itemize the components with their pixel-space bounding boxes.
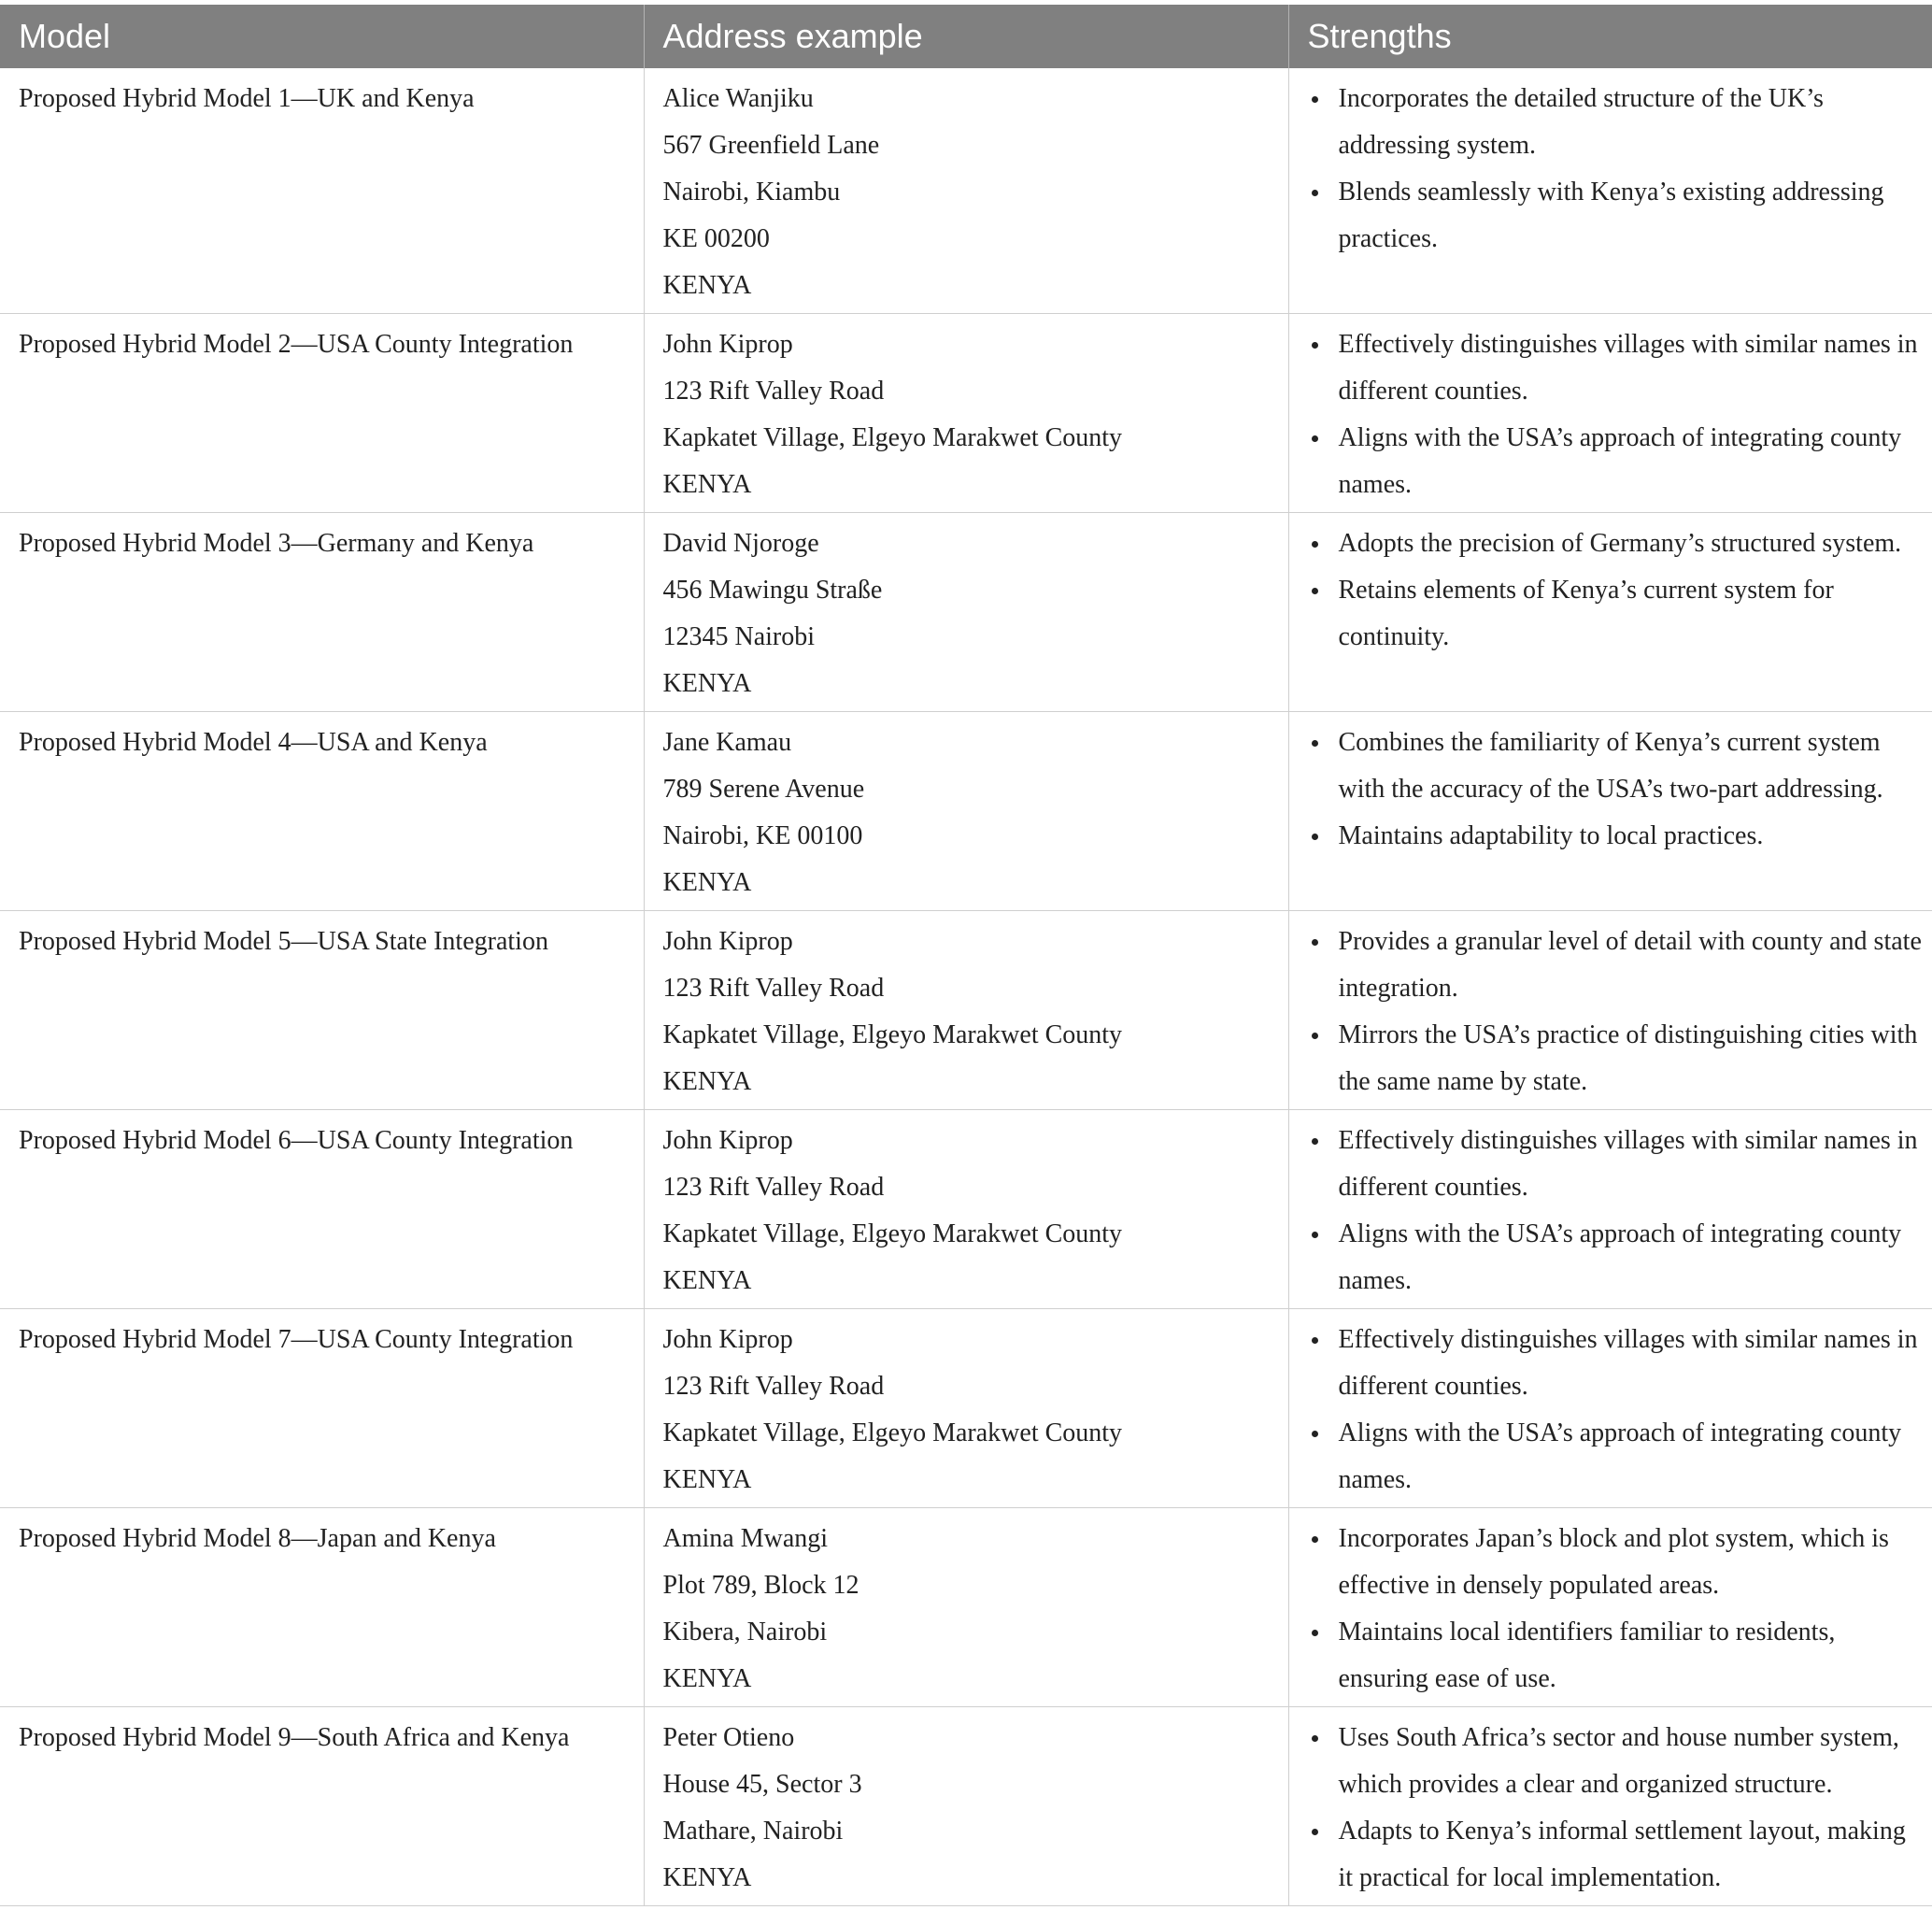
strengths-list <box>1308 1118 1924 1304</box>
strengths-cell <box>1288 712 1932 911</box>
address-cell <box>644 314 1288 513</box>
address-line: Alice Wanjiku <box>662 84 814 113</box>
header-strengths: Strengths <box>1288 5 1932 68</box>
address-line: KENYA <box>662 1863 752 1892</box>
address-line: Amina Mwangi <box>662 1524 829 1553</box>
address-line: KENYA <box>662 1465 752 1494</box>
strength-item: Uses South Africa’s sector and house number system, which provides a clear and organized structure. <box>1308 1715 1924 1808</box>
address-line: 123 Rift Valley Road <box>662 1173 885 1202</box>
address-line: KENYA <box>662 470 752 499</box>
comparison-table-container <box>0 5 1932 1906</box>
strength-item: Adopts the precision of Germany’s structured system. <box>1308 520 1924 567</box>
strength-item: Incorporates the detailed structure of the UK’s addressing system. <box>1308 76 1924 169</box>
address-line: 123 Rift Valley Road <box>662 377 885 406</box>
address-cell <box>644 513 1288 712</box>
address-line: KE 00200 <box>662 224 770 253</box>
address-line: 567 Greenfield Lane <box>662 131 880 160</box>
strength-item: Effectively distinguishes villages with similar names in different counties. <box>1308 1118 1924 1211</box>
address-line: Kapkatet Village, Elgeyo Marakwet County <box>662 1418 1123 1447</box>
strength-item: Aligns with the USA’s approach of integrating county names. <box>1308 415 1924 508</box>
address-line: Kapkatet Village, Elgeyo Marakwet County <box>662 1219 1123 1248</box>
strengths-cell <box>1288 314 1932 513</box>
address-line: KENYA <box>662 669 752 698</box>
strengths-cell <box>1288 911 1932 1110</box>
address-line: 12345 Nairobi <box>662 622 816 651</box>
model-cell: Proposed Hybrid Model 1—UK and Kenya <box>0 68 644 314</box>
address-cell <box>644 1309 1288 1508</box>
strength-item: Effectively distinguishes villages with similar names in different counties. <box>1308 1317 1924 1410</box>
strength-item: Aligns with the USA’s approach of integrating county names. <box>1308 1410 1924 1504</box>
strength-item: Maintains local identifiers familiar to residents, ensuring ease of use. <box>1308 1609 1924 1703</box>
strength-item: Maintains adaptability to local practices. <box>1308 813 1924 860</box>
address-line: David Njoroge <box>662 529 819 558</box>
strength-item: Provides a granular level of detail with county and state integration. <box>1308 919 1924 1012</box>
table-header <box>0 5 1932 68</box>
header-model: Model <box>0 5 644 68</box>
strengths-list <box>1308 1516 1924 1703</box>
strengths-list <box>1308 1317 1924 1504</box>
address-line: Nairobi, KE 00100 <box>662 821 863 850</box>
address-line: Kapkatet Village, Elgeyo Marakwet County <box>662 423 1123 452</box>
address-line: KENYA <box>662 271 752 300</box>
model-cell: Proposed Hybrid Model 4—USA and Kenya <box>0 712 644 911</box>
header-address-example: Address example <box>644 5 1288 68</box>
address-line: John Kiprop <box>662 927 793 956</box>
address-line: KENYA <box>662 1266 752 1295</box>
address-cell <box>644 68 1288 314</box>
address-line: John Kiprop <box>662 1325 793 1354</box>
address-cell <box>644 1707 1288 1906</box>
model-cell: Proposed Hybrid Model 6—USA County Integration <box>0 1110 644 1309</box>
header-row <box>0 5 1932 68</box>
table-row <box>0 1309 1932 1508</box>
address-cell <box>644 1508 1288 1707</box>
strengths-list <box>1308 520 1924 661</box>
table-row <box>0 314 1932 513</box>
model-cell: Proposed Hybrid Model 7—USA County Integration <box>0 1309 644 1508</box>
model-cell: Proposed Hybrid Model 5—USA State Integration <box>0 911 644 1110</box>
model-cell: Proposed Hybrid Model 3—Germany and Kenya <box>0 513 644 712</box>
table-row <box>0 68 1932 314</box>
model-cell: Proposed Hybrid Model 8—Japan and Kenya <box>0 1508 644 1707</box>
address-line: Kapkatet Village, Elgeyo Marakwet County <box>662 1020 1123 1049</box>
table-row <box>0 513 1932 712</box>
table-row <box>0 1707 1932 1906</box>
strength-item: Combines the familiarity of Kenya’s current system with the accuracy of the USA’s two-part addressing. <box>1308 720 1924 813</box>
strengths-list <box>1308 720 1924 860</box>
strengths-cell <box>1288 68 1932 314</box>
table-row <box>0 1110 1932 1309</box>
table-row <box>0 1508 1932 1707</box>
strength-item: Retains elements of Kenya’s current system for continuity. <box>1308 567 1924 661</box>
strength-item: Aligns with the USA’s approach of integrating county names. <box>1308 1211 1924 1304</box>
table-row <box>0 712 1932 911</box>
address-line: Jane Kamau <box>662 728 792 757</box>
strengths-list <box>1308 76 1924 263</box>
address-line: 123 Rift Valley Road <box>662 974 885 1003</box>
address-line: Kibera, Nairobi <box>662 1618 828 1646</box>
model-cell: Proposed Hybrid Model 9—South Africa and Kenya <box>0 1707 644 1906</box>
strength-item: Incorporates Japan’s block and plot system, which is effective in densely populated areas. <box>1308 1516 1924 1609</box>
table-body <box>0 68 1932 1906</box>
strength-item: Effectively distinguishes villages with similar names in different counties. <box>1308 321 1924 415</box>
hybrid-models-table <box>0 5 1932 1906</box>
strengths-cell <box>1288 1110 1932 1309</box>
model-cell: Proposed Hybrid Model 2—USA County Integration <box>0 314 644 513</box>
address-cell <box>644 712 1288 911</box>
address-line: 123 Rift Valley Road <box>662 1372 885 1401</box>
address-line: John Kiprop <box>662 1126 793 1155</box>
address-line: Plot 789, Block 12 <box>662 1571 859 1600</box>
address-cell <box>644 1110 1288 1309</box>
strength-item: Mirrors the USA’s practice of distinguishing cities with the same name by state. <box>1308 1012 1924 1105</box>
address-line: House 45, Sector 3 <box>662 1770 862 1799</box>
strengths-cell <box>1288 1508 1932 1707</box>
address-line: Nairobi, Kiambu <box>662 178 841 207</box>
address-line: Mathare, Nairobi <box>662 1817 844 1846</box>
strengths-cell <box>1288 1309 1932 1508</box>
address-cell <box>644 911 1288 1110</box>
address-line: KENYA <box>662 868 752 897</box>
strength-item: Adapts to Kenya’s informal settlement layout, making it practical for local implementation. <box>1308 1808 1924 1902</box>
address-line: 789 Serene Avenue <box>662 775 865 804</box>
address-line: John Kiprop <box>662 330 793 359</box>
address-line: 456 Mawingu Straße <box>662 576 883 605</box>
strengths-list <box>1308 919 1924 1105</box>
address-line: KENYA <box>662 1664 752 1693</box>
address-line: KENYA <box>662 1067 752 1096</box>
strengths-list <box>1308 1715 1924 1902</box>
strengths-cell <box>1288 513 1932 712</box>
table-row <box>0 911 1932 1110</box>
strengths-cell <box>1288 1707 1932 1906</box>
address-line: Peter Otieno <box>662 1723 795 1752</box>
strength-item: Blends seamlessly with Kenya’s existing addressing practices. <box>1308 169 1924 263</box>
strengths-list <box>1308 321 1924 508</box>
